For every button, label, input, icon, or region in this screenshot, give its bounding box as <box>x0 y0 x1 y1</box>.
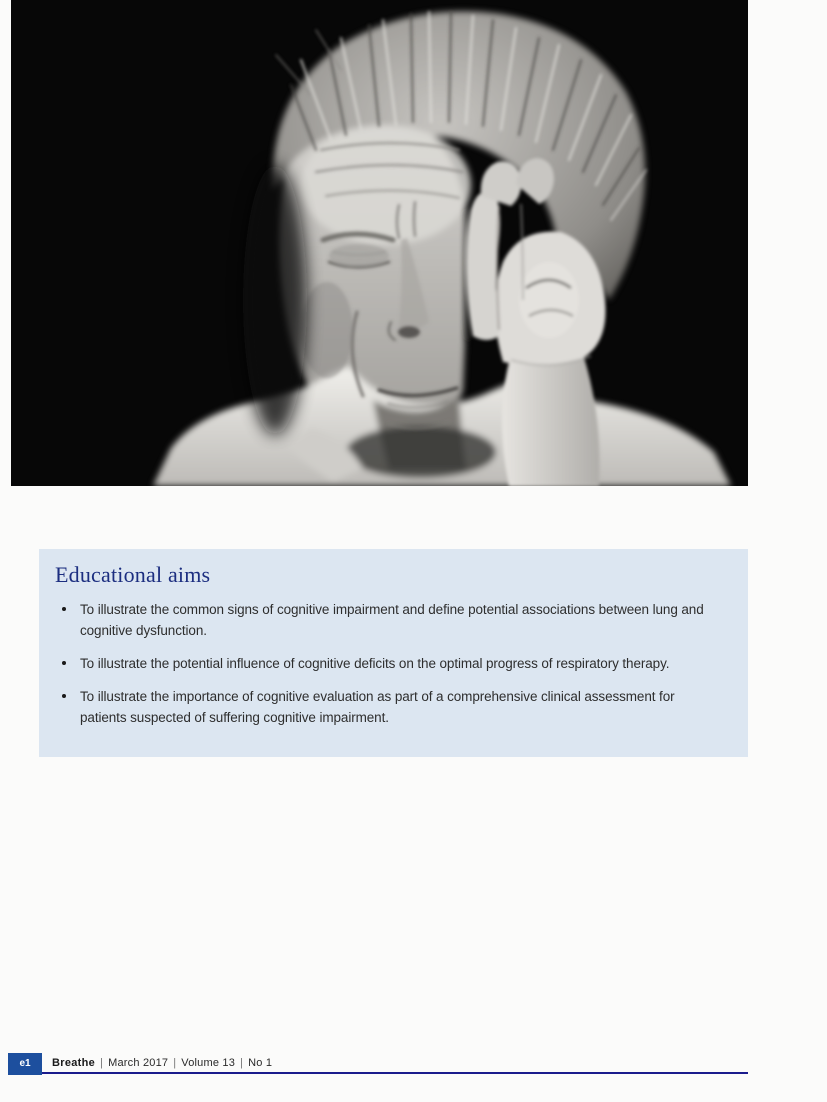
educational-aim-item <box>55 686 724 728</box>
educational-aim-item <box>55 599 724 641</box>
footer-meta-item: No 1 <box>248 1057 273 1069</box>
separator: | <box>100 1057 104 1069</box>
page-footer <box>8 1053 748 1077</box>
footer-meta-item: Volume 13 <box>181 1057 236 1069</box>
educational-aims-title: Educational aims <box>55 562 211 587</box>
journal-name: Breathe <box>52 1057 96 1069</box>
educational-aim-text: To illustrate the importance of cognitive evaluation as part of a comprehensive clinical assessment for patients suspected of suffering cognitive impairment. <box>80 689 675 725</box>
educational-aims-box <box>39 549 748 757</box>
page-number-badge: e1 <box>8 1053 42 1075</box>
footer-citation <box>52 1053 272 1075</box>
separator: | <box>173 1057 177 1069</box>
bullet-dot-icon <box>62 694 66 698</box>
separator: | <box>240 1057 244 1069</box>
educational-aims-list <box>55 599 724 728</box>
patient-photo <box>11 0 748 486</box>
educational-aim-text: To illustrate the common signs of cognitive impairment and define potential associations between lung and cognitive dysfunction. <box>80 602 704 638</box>
footer-meta-item: March 2017 <box>108 1057 169 1069</box>
educational-aim-text: To illustrate the potential influence of cognitive deficits on the optimal progress of respiratory therapy. <box>80 656 670 671</box>
bullet-dot-icon <box>62 607 66 611</box>
patient-photo-illustration <box>11 0 748 486</box>
educational-aim-item <box>55 653 724 674</box>
bullet-dot-icon <box>62 661 66 665</box>
footer-meta <box>95 1057 272 1069</box>
